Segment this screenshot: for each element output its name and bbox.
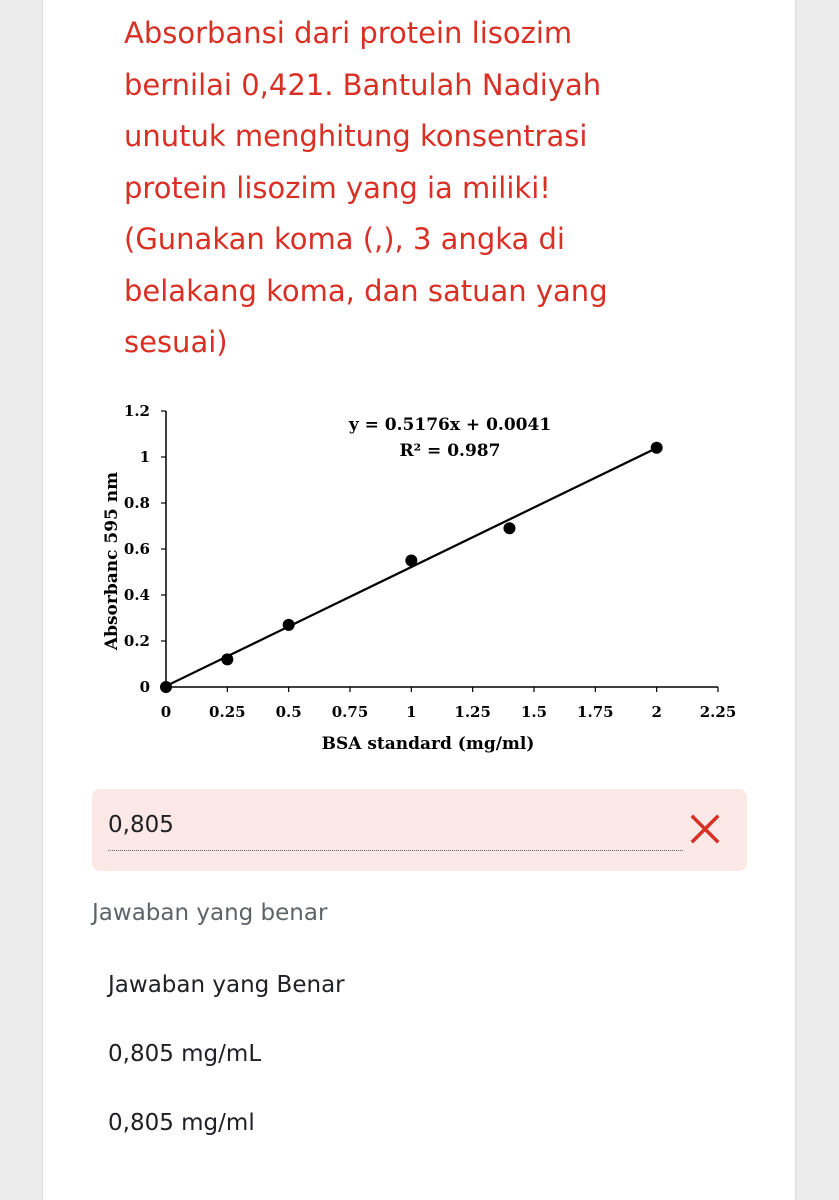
x-axis-label: BSA standard (mg/ml) bbox=[321, 734, 535, 754]
x-tick-label: 0.25 bbox=[209, 703, 246, 721]
x-tick-label: 1 bbox=[406, 703, 417, 721]
data-point bbox=[221, 653, 233, 665]
trendline-equation: y = 0.5176x + 0.0041 bbox=[348, 415, 552, 435]
answer-input[interactable]: 0,805 bbox=[108, 812, 174, 838]
y-tick-label: 1.2 bbox=[123, 402, 150, 420]
x-tick-label: 0.5 bbox=[275, 703, 302, 721]
answer-box bbox=[92, 789, 747, 871]
data-point bbox=[160, 681, 172, 693]
y-axis-label: Absorbanc 595 nm bbox=[102, 471, 122, 651]
data-point bbox=[283, 619, 295, 631]
y-tick-label: 1 bbox=[139, 448, 150, 466]
x-tick-label: 2.25 bbox=[699, 703, 737, 721]
correct-answer-item: Jawaban yang Benar bbox=[108, 972, 345, 998]
y-tick-label: 0 bbox=[139, 678, 150, 696]
y-tick-label: 0.6 bbox=[123, 540, 150, 558]
correct-answer-item: 0,805 mg/mL bbox=[108, 1041, 262, 1067]
x-tick-label: 0.75 bbox=[331, 703, 369, 721]
x-tick-label: 1.5 bbox=[520, 703, 548, 721]
x-tick-label: 1.75 bbox=[577, 703, 614, 721]
data-point bbox=[503, 522, 515, 534]
correct-answer-heading: Jawaban yang benar bbox=[92, 900, 328, 926]
trendline bbox=[166, 448, 657, 686]
correct-answer-item: 0,805 mg/ml bbox=[108, 1110, 255, 1136]
y-tick-label: 0.2 bbox=[123, 632, 150, 650]
answer-underline bbox=[108, 850, 683, 851]
y-tick-label: 0.4 bbox=[123, 586, 150, 604]
data-point bbox=[405, 555, 417, 567]
x-tick-label: 2 bbox=[651, 703, 662, 721]
r-squared-label: R² = 0.987 bbox=[399, 441, 501, 461]
data-point bbox=[651, 442, 663, 454]
y-tick-label: 0.8 bbox=[123, 494, 150, 512]
x-tick-label: 0 bbox=[160, 703, 172, 721]
calibration-chart bbox=[95, 395, 755, 765]
x-tick-label: 1.25 bbox=[454, 703, 491, 721]
close-icon bbox=[690, 814, 720, 844]
question-text: Absorbansi dari protein lisozim bernilai 0,421. Bantulah Nadiyah unutuk menghitung konsentrasi protein lisozim yang ia miliki! (Gunakan koma (,), 3 angka di belakang koma, dan satuan yang sesuai) bbox=[124, 16, 608, 359]
